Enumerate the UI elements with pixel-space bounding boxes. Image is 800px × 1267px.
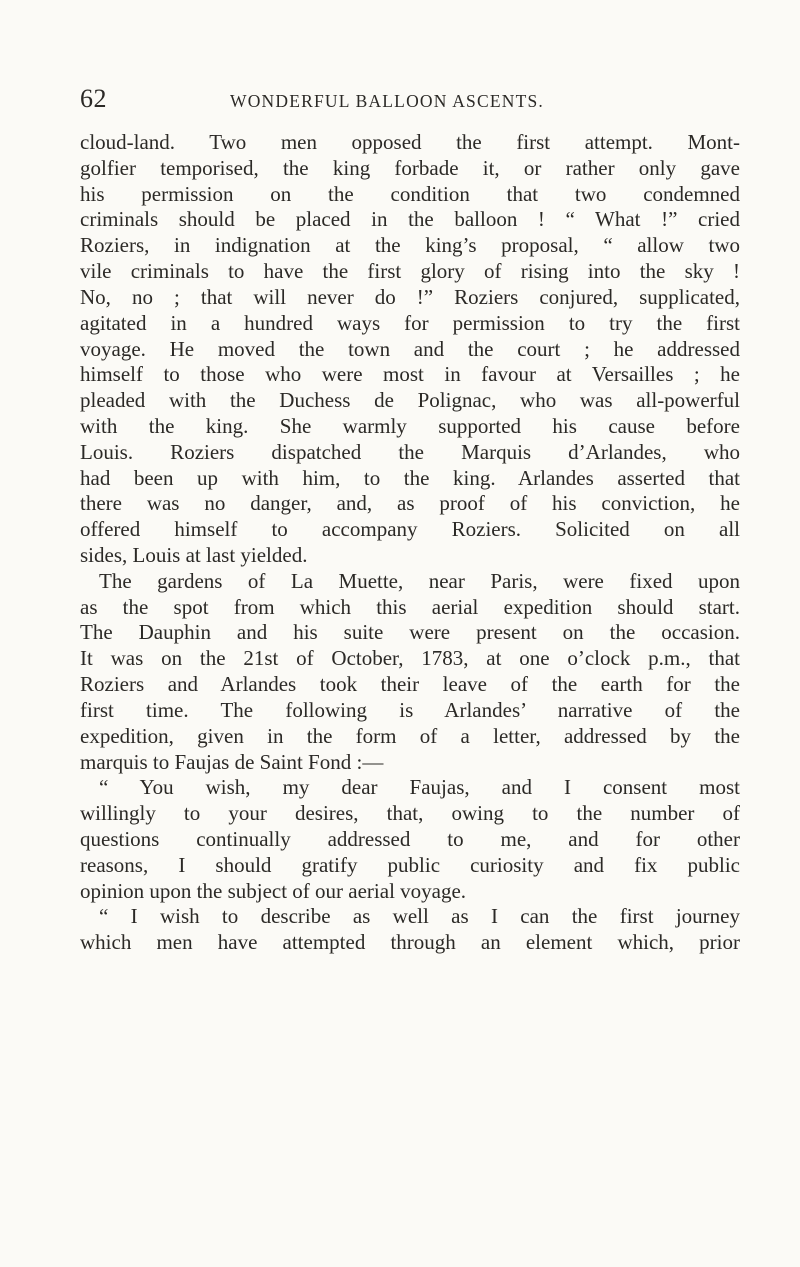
text-line: questions continually addressed to me, and for other (80, 826, 740, 851)
text-line: there was no danger, and, as proof of his conviction, he (80, 491, 740, 516)
text-line: with the king. She warmly supported his cause before (80, 413, 740, 438)
text-line: “ I wish to describe as well as I can the first journey (99, 904, 740, 929)
text-line: reasons, I should gratify public curiosity and fix public (80, 852, 740, 877)
text-line: opinion upon the subject of our aerial voyage. (80, 878, 467, 903)
text-line: No, no ; that will never do !” Roziers conjured, supplicated, (80, 284, 740, 309)
text-line: criminals should be placed in the balloon ! “ What !” cried (80, 207, 740, 232)
page-number: 62 (80, 84, 107, 113)
text-line: marquis to Faujas de Saint Fond :— (80, 749, 384, 774)
running-head: WONDERFUL BALLOON ASCENTS. (230, 91, 544, 111)
text-line: his permission on the condition that two condemned (80, 181, 740, 206)
text-line: expedition, given in the form of a letter, addressed by the (80, 723, 740, 748)
page-header (80, 84, 740, 114)
text-line: “ You wish, my dear Faujas, and I consent most (99, 775, 740, 800)
text-line: voyage. He moved the town and the court ; he addressed (80, 336, 740, 361)
text-line: had been up with him, to the king. Arlandes asserted that (80, 465, 740, 490)
text-line: agitated in a hundred ways for permission to try the first (80, 310, 740, 335)
text-line: as the spot from which this aerial expedition should start. (80, 594, 740, 619)
text-line: Louis. Roziers dispatched the Marquis d’Arlandes, who (80, 439, 740, 464)
text-line: first time. The following is Arlandes’ narrative of the (80, 697, 740, 722)
text-line: golfier temporised, the king forbade it, or rather only gave (80, 155, 740, 180)
text-line: vile criminals to have the first glory of rising into the sky ! (80, 259, 740, 284)
text-line: offered himself to accompany Roziers. Solicited on all (80, 517, 740, 542)
text-line: willingly to your desires, that, owing to the number of (80, 801, 740, 826)
text-line: It was on the 21st of October, 1783, at one o’clock p.m., that (80, 646, 740, 671)
body-text (80, 130, 740, 956)
text-line: himself to those who were most in favour at Versailles ; he (80, 362, 740, 387)
text-line: The Dauphin and his suite were present on the occasion. (80, 620, 740, 645)
text-line: sides, Louis at last yielded. (80, 543, 308, 567)
text-line: Roziers, in indignation at the king’s proposal, “ allow two (80, 233, 740, 258)
text-line: Roziers and Arlandes took their leave of the earth for the (80, 672, 740, 697)
text-line: pleaded with the Duchess de Polignac, who was all-powerful (80, 388, 740, 413)
text-line: The gardens of La Muette, near Paris, were fixed upon (99, 568, 740, 593)
text-line: cloud-land. Two men opposed the first attempt. Mont- (80, 130, 740, 154)
text-line: which men have attempted through an element which, prior (80, 930, 740, 955)
